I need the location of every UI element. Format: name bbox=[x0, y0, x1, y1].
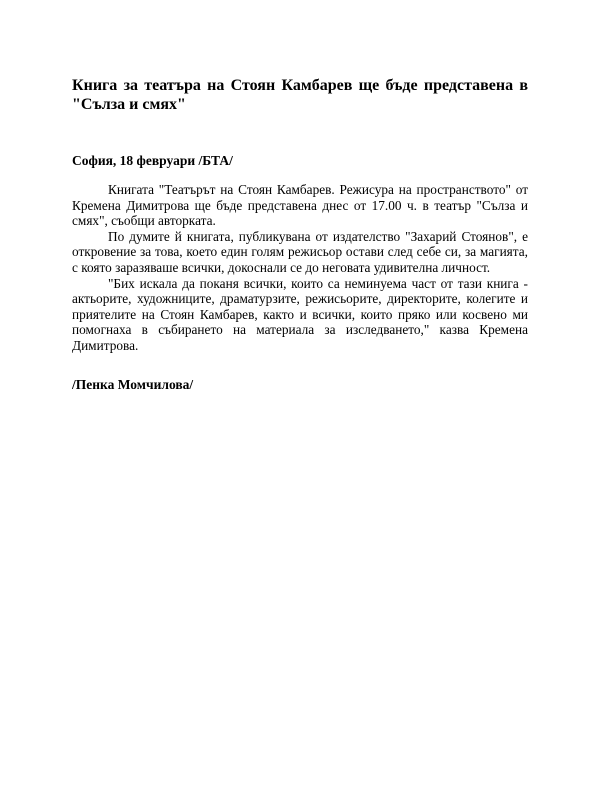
article-body bbox=[72, 182, 528, 354]
article bbox=[72, 76, 528, 392]
paragraph: "Бих искала да поканя всички, които са неминуема част от тази книга - актьорите, художниците, драматурзите, режисьорите, директорите, колегите и приятелите на Стоян Камбарев, както и всички, които пряко или косвено ми помогнаха в събирането на материала за изследването," казва Кремена Димитрова. bbox=[72, 275, 528, 353]
paragraph: Книгата "Театърът на Стоян Камбарев. Режисура на пространството" от Кремена Димитрова ще бъде представена днес от 17.00 ч. в театър "Сълза и смях", съобщи авторката. bbox=[72, 182, 528, 229]
author-byline: /Пенка Момчилова/ bbox=[72, 377, 194, 392]
dateline: София, 18 февруари /БТА/ bbox=[72, 153, 233, 168]
paragraph: По думите й книгата, публикувана от издателство "Захарий Стоянов", е откровение за това, което един голям режисьор остави след себе си, за магията, с която заразяваше всички, докоснали се до неговата удивителна личност. bbox=[72, 228, 528, 275]
article-title: Книга за театъра на Стоян Камбарев ще бъде представена в "Сълза и смях" bbox=[72, 77, 528, 113]
